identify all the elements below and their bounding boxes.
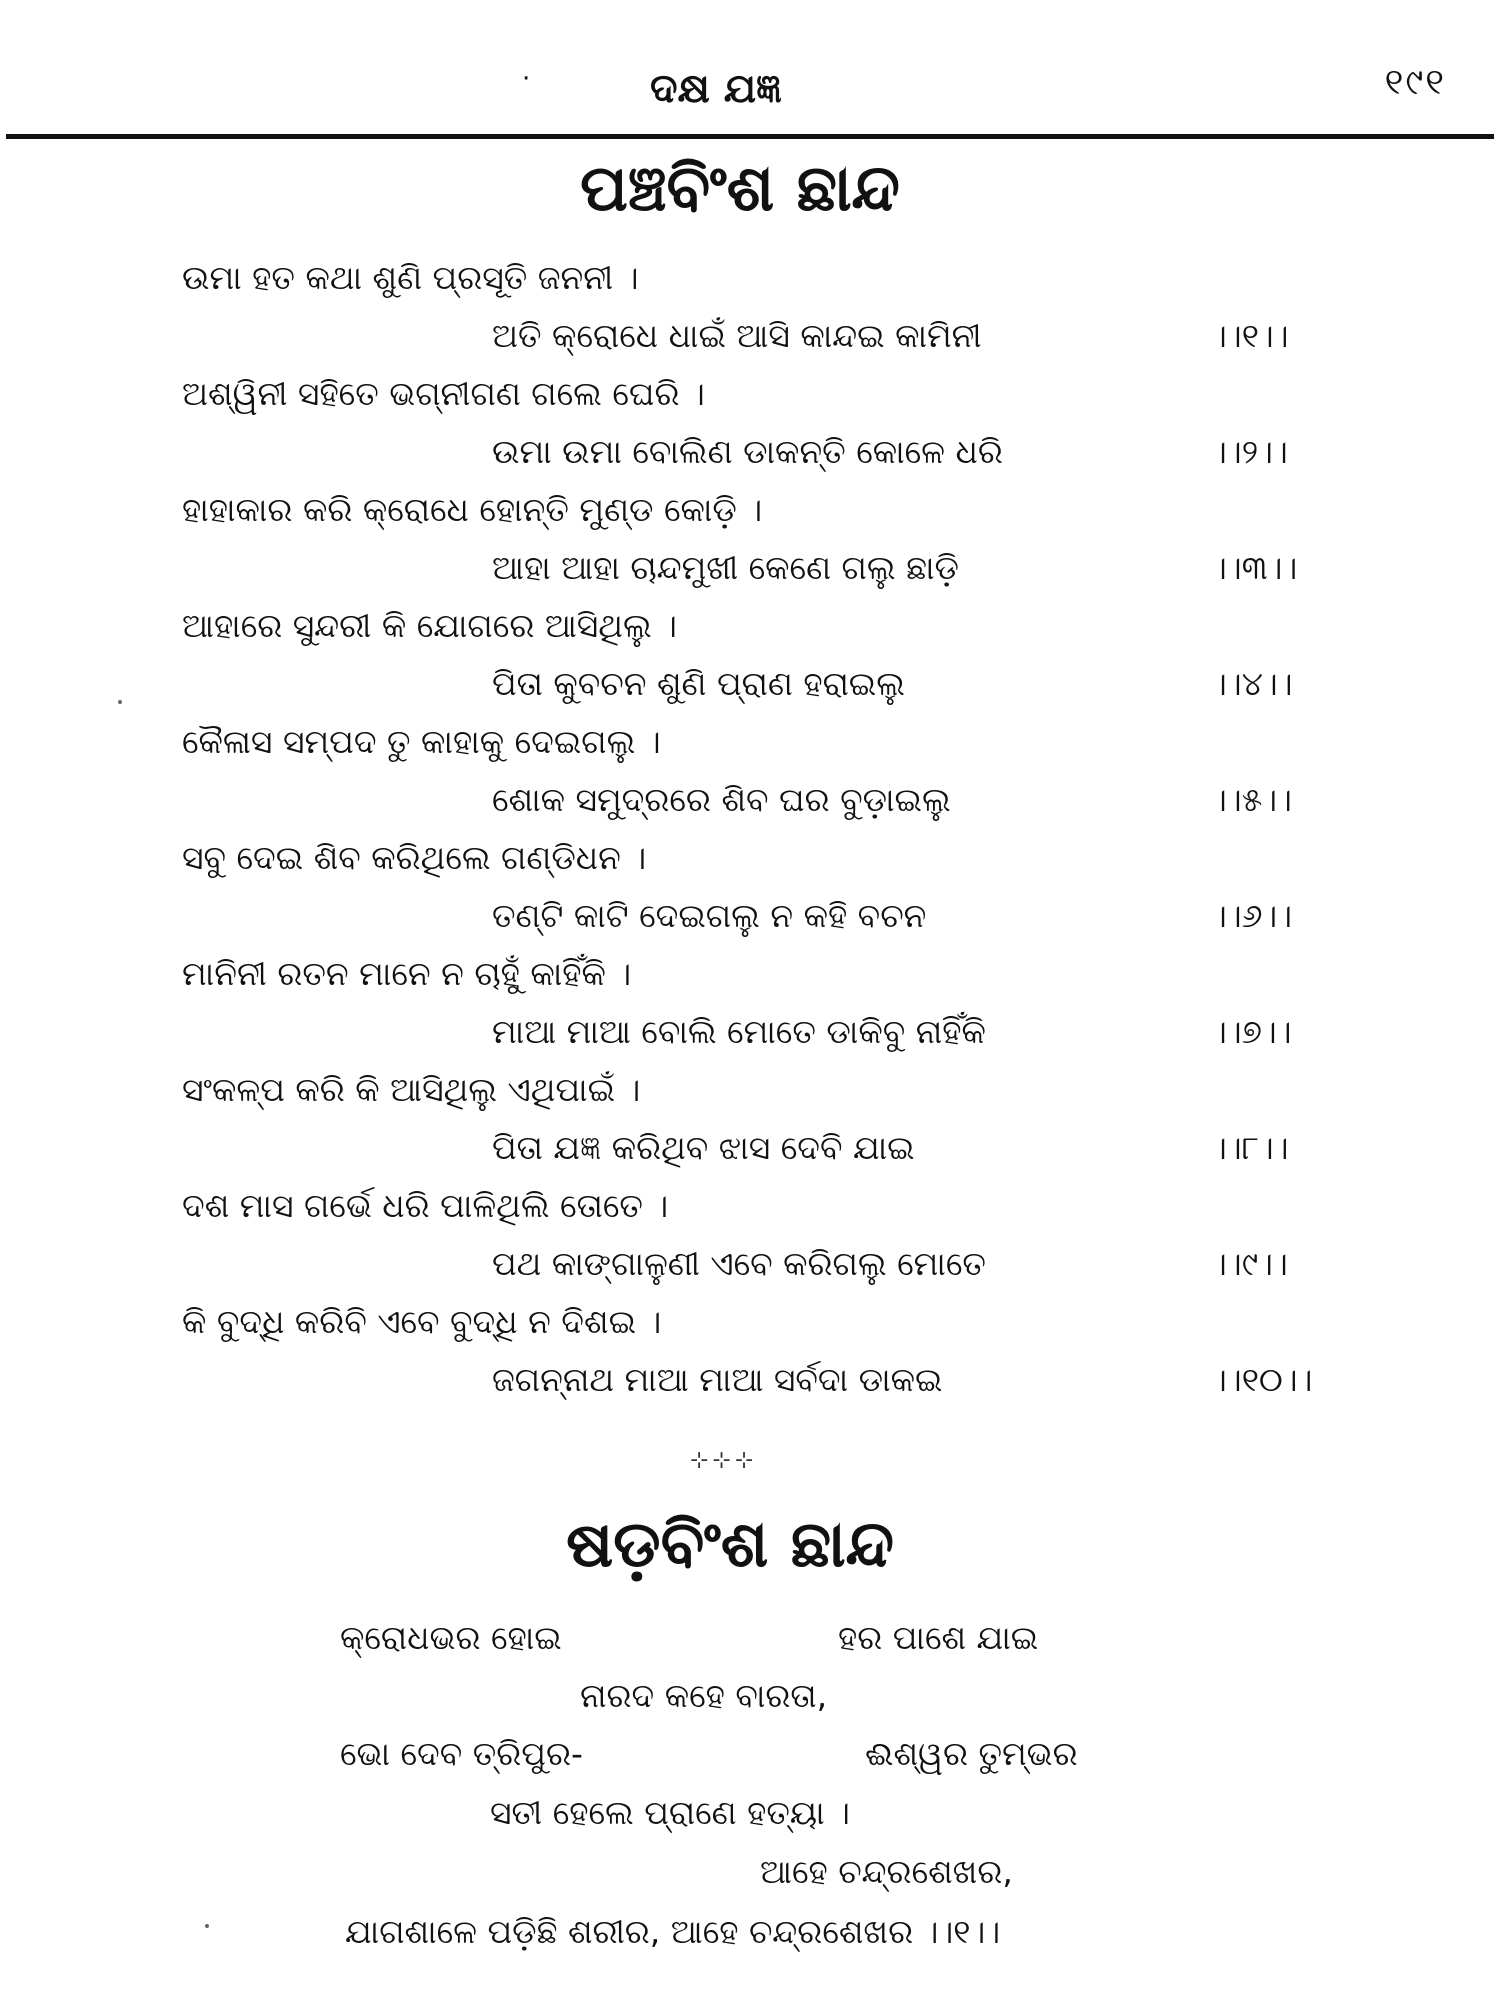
verse-line-1: ସବୁ ଦେଇ ଶିବ କରିଥିଲେ ଗଣ୍ଡିଧନ । (182, 838, 647, 877)
verse-line-1: ଆହାରେ ସୁନ୍ଦରୀ କି ଯୋଗରେ ଆସିଥିଲୁ । (182, 606, 678, 645)
stanza-line-3b: ଈଶ୍ୱର ତୁମ୍ଭର (865, 1734, 1078, 1773)
verse-line-2: ଆହା ଆହା ଚାନ୍ଦମୁଖୀ କେଣେ ଗଲୁ ଛାଡ଼ି (492, 548, 959, 587)
verse-line-2: ଉମା ଉମା ବୋଲିଣ ଡାକନ୍ତି କୋଳେ ଧରି (492, 432, 1003, 471)
verse-number: ।।୫।। (1212, 780, 1292, 819)
verse-number: ।।୪।। (1212, 664, 1293, 703)
header-rule (6, 134, 1494, 139)
verse-number: ।।୯।। (1212, 1244, 1288, 1283)
stray-speck (205, 1924, 209, 1928)
verse-number: ।।୮।। (1212, 1128, 1289, 1167)
verse-4 (0, 606, 1500, 722)
verse-6 (0, 838, 1500, 954)
verse-line-2: ପଥ କାଙ୍ଗାଳୁଣୀ ଏବେ କରିଗଲୁ ମୋତେ (492, 1244, 986, 1283)
verse-line-1: କି ବୁଦ୍ଧି କରିବି ଏବେ ବୁଦ୍ଧି ନ ଦିଶଇ । (182, 1302, 662, 1341)
verse-number: ।।୭।। (1212, 1012, 1292, 1051)
header-dot: · (522, 64, 531, 94)
stray-speck (118, 700, 122, 704)
verse-number: ।।୧।। (1212, 316, 1289, 355)
verse-8 (0, 1070, 1500, 1186)
verse-10 (0, 1302, 1500, 1418)
stanza-line-2: ନାରଦ କହେ ବାରତା, (580, 1676, 828, 1715)
verse-number: ।।୩।। (1212, 548, 1298, 587)
section-divider-ornament: ⊹⊹⊹ (690, 1448, 758, 1473)
verse-list (0, 258, 1500, 1418)
verse-line-1: ଉମା ହତ କଥା ଶୁଣି ପ୍ରସୂତି ଜନନୀ । (182, 258, 639, 297)
verse-5 (0, 722, 1500, 838)
verse-line-2: ପିତା କୁବଚନ ଶୁଣି ପ୍ରାଣ ହରାଇଲୁ (492, 664, 905, 703)
verse-line-1: ଅଶ୍ୱିନୀ ସହିତେ ଭଗ୍ନୀଗଣ ଗଲେ ଘେରି । (182, 374, 705, 413)
verse-2 (0, 374, 1500, 490)
stanza-line-5: ଆହେ ଚନ୍ଦ୍ରଶେଖର, (760, 1852, 1013, 1891)
section-title-shadabimsha: ଷଡ଼ବିଂଶ ଛାନ୍ଦ (565, 1508, 895, 1582)
verse-number: ।।୧୦।। (1212, 1360, 1313, 1399)
verse-line-2: ଅତି କ୍ରୋଧେ ଧାଇଁ ଆସି କାନ୍ଦଇ କାମିନୀ (492, 316, 982, 355)
running-header-title: ଦକ୍ଷ ଯଜ୍ଞ (650, 66, 782, 112)
stanza-line-1b: ହର ପାଶେ ଯାଇ (838, 1618, 1039, 1657)
verse-line-2: ପିତା ଯଜ୍ଞ କରିଥିବ ଝାସ ଦେବି ଯାଇ (492, 1128, 915, 1167)
stanza-line-6: ଯାଗଶାଳେ ପଡ଼ିଛି ଶରୀର, ଆହେ ଚନ୍ଦ୍ରଶେଖର ।।୧।। (345, 1912, 1001, 1951)
verse-line-1: କୈଳାସ ସମ୍ପଦ ତୁ କାହାକୁ ଦେଇଗଲୁ । (182, 722, 661, 761)
verse-3 (0, 490, 1500, 606)
verse-line-2: ମାଆ ମାଆ ବୋଲି ମୋତେ ଡାକିବୁ ନାହିଁକି (492, 1012, 986, 1051)
verse-line-1: ଦଶ ମାସ ଗର୍ଭେ ଧରି ପାଳିଥିଲି ତୋତେ । (182, 1186, 669, 1225)
verse-line-1: ମାନିନୀ ରତନ ମାନେ ନ ଚାହୁଁ କାହିଁକି । (182, 954, 632, 993)
verse-line-2: ଜଗନ୍ନାଥ ମାଆ ମାଆ ସର୍ବଦା ଡାକଇ (492, 1360, 943, 1399)
section-title-panchabimsha: ପଞ୍ଚବିଂଶ ଛାନ୍ଦ (580, 152, 900, 226)
page-number: ୧୯୧ (1384, 62, 1446, 103)
verse-1 (0, 258, 1500, 374)
verse-line-2: ତଣ୍ଟି କାଟି ଦେଇଗଲୁ ନ କହି ବଚନ (492, 896, 927, 935)
stanza-line-3a: ଭୋ ଦେବ ତ୍ରିପୁର- (340, 1734, 583, 1773)
verse-number: ।।୨।। (1212, 432, 1288, 471)
stanza-line-4: ସତୀ ହେଲେ ପ୍ରାଣେ ହତ୍ୟା । (490, 1793, 850, 1832)
verse-9 (0, 1186, 1500, 1302)
verse-7 (0, 954, 1500, 1070)
verse-number: ।।୬।। (1212, 896, 1293, 935)
stanza-line-1a: କ୍ରୋଧଭର ହୋଇ (340, 1618, 562, 1657)
verse-line-1: ହାହାକାର କରି କ୍ରୋଧେ ହୋନ୍ତି ମୁଣ୍ଡ କୋଡ଼ି । (182, 490, 763, 529)
verse-line-2: ଶୋକ ସମୁଦ୍ରରେ ଶିବ ଘର ବୁଡ଼ାଇଲୁ (492, 780, 951, 819)
verse-line-1: ସଂକଳ୍ପ କରି କି ଆସିଥିଲୁ ଏଥିପାଇଁ । (182, 1070, 641, 1109)
